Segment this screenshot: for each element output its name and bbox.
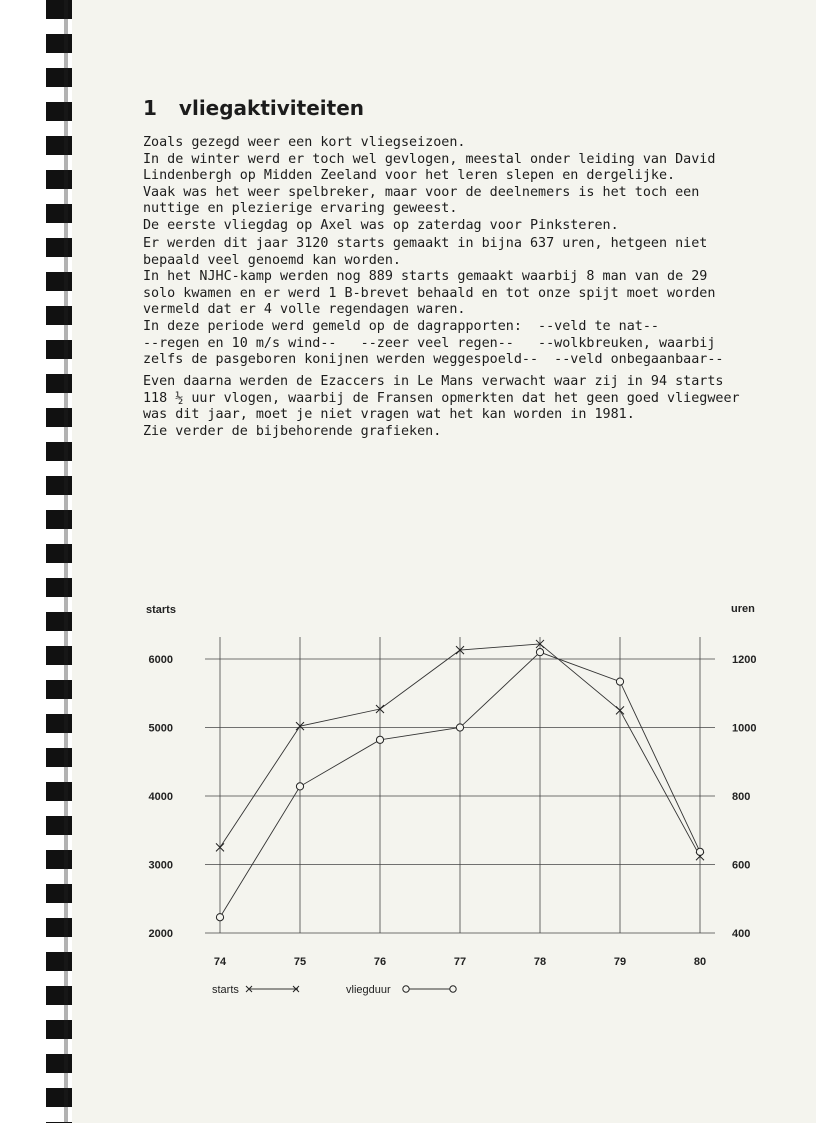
- section-number: 1: [143, 96, 157, 120]
- data-point-vliegduur: [216, 914, 223, 921]
- data-point-vliegduur: [696, 848, 703, 855]
- left-axis-title: starts: [146, 604, 176, 616]
- legend-label-vliegduur: vliegduur: [346, 984, 391, 996]
- legend-marker-vliegduur: [403, 986, 409, 992]
- legend-label-starts: starts: [212, 984, 239, 996]
- x-tick-label: 76: [373, 956, 387, 968]
- text-line: In de winter werd er toch wel gevlogen, meestal onder leiding van David: [143, 151, 716, 167]
- right-tick-label: 600: [732, 859, 751, 872]
- text-line: --regen en 10 m/s wind-- --zeer veel regen-- --wolkbreuken, waarbij: [143, 335, 716, 351]
- text-line: Vaak was het weer spelbreker, maar voor de deelnemers is het toch een: [143, 184, 700, 200]
- right-tick-label: 1000: [732, 722, 757, 735]
- page-edge-shadow: [64, 0, 68, 1123]
- text-line: Zoals gezegd weer een kort vliegseizoen.: [143, 135, 466, 150]
- data-point-vliegduur: [376, 736, 383, 743]
- left-tick-label: 2000: [148, 928, 173, 940]
- paragraph-le-mans: [143, 374, 740, 440]
- x-tick-label: 74: [213, 956, 227, 968]
- spiral-binding-rings: [46, 0, 72, 1123]
- data-point-vliegduur: [616, 678, 623, 685]
- text-line: In het NJHC-kamp werden nog 889 starts gemaakt waarbij 8 man van de 29: [143, 269, 708, 285]
- text-line: Zie verder de bijbehorende grafieken.: [143, 423, 442, 439]
- text-line: vermeld dat er 4 volle regendagen waren.: [143, 302, 466, 318]
- text-line: Lindenbergh op Midden Zeeland voor het leren slepen en dergelijke.: [143, 168, 676, 184]
- text-line: Er werden dit jaar 3120 starts gemaakt in bijna 637 uren, hetgeen niet: [143, 236, 708, 251]
- x-tick-label: 77: [453, 956, 467, 968]
- text-line: Even daarna werden de Ezaccers in Le Mans verwacht waar zij in 94 starts: [143, 374, 724, 389]
- right-tick-label: 400: [732, 928, 751, 940]
- text-line: bepaald veel genoemd kan worden.: [143, 252, 401, 268]
- data-point-vliegduur: [456, 724, 463, 731]
- left-tick-label: 3000: [148, 859, 173, 872]
- x-tick-label: 80: [693, 956, 707, 968]
- x-tick-label: 78: [533, 956, 547, 968]
- left-tick-label: 5000: [148, 722, 173, 735]
- data-point-vliegduur: [296, 783, 303, 790]
- section-title: vliegaktiviteiten: [178, 96, 364, 120]
- text-line: 118 ½ uur vlogen, waarbij de Fransen opmerkten dat het geen goed vliegweer: [143, 390, 740, 406]
- legend-marker-vliegduur: [450, 986, 456, 992]
- text-line: In deze periode werd gemeld op de dagrapporten: --veld te nat--: [143, 318, 659, 334]
- x-tick-label: 79: [613, 956, 627, 968]
- left-tick-label: 4000: [148, 791, 173, 803]
- x-tick-label: 75: [293, 956, 307, 968]
- text-line: nuttige en plezierige ervaring geweest.: [143, 201, 458, 217]
- right-tick-label: 800: [732, 791, 751, 803]
- right-tick-label: 1200: [732, 654, 757, 666]
- left-tick-label: 6000: [148, 654, 173, 666]
- paragraph-intro: [143, 135, 715, 235]
- text-line: solo kwamen en er werd 1 B-brevet behaald en tot onze spijt moet worden: [143, 285, 716, 301]
- right-axis-title: uren: [731, 603, 755, 615]
- text-line: zelfs de pasgeboren konijnen werden weggespoeld-- --veld onbegaanbaar--: [143, 352, 724, 368]
- section-heading: [143, 96, 364, 120]
- paragraph-starts: [143, 236, 723, 369]
- text-line: De eerste vliegdag op Axel was op zaterdag voor Pinksteren.: [143, 217, 619, 233]
- flight-activity-chart: [130, 595, 757, 1005]
- text-line: was dit jaar, moet je niet vragen wat het kan worden in 1981.: [143, 407, 635, 423]
- data-point-vliegduur: [536, 649, 543, 656]
